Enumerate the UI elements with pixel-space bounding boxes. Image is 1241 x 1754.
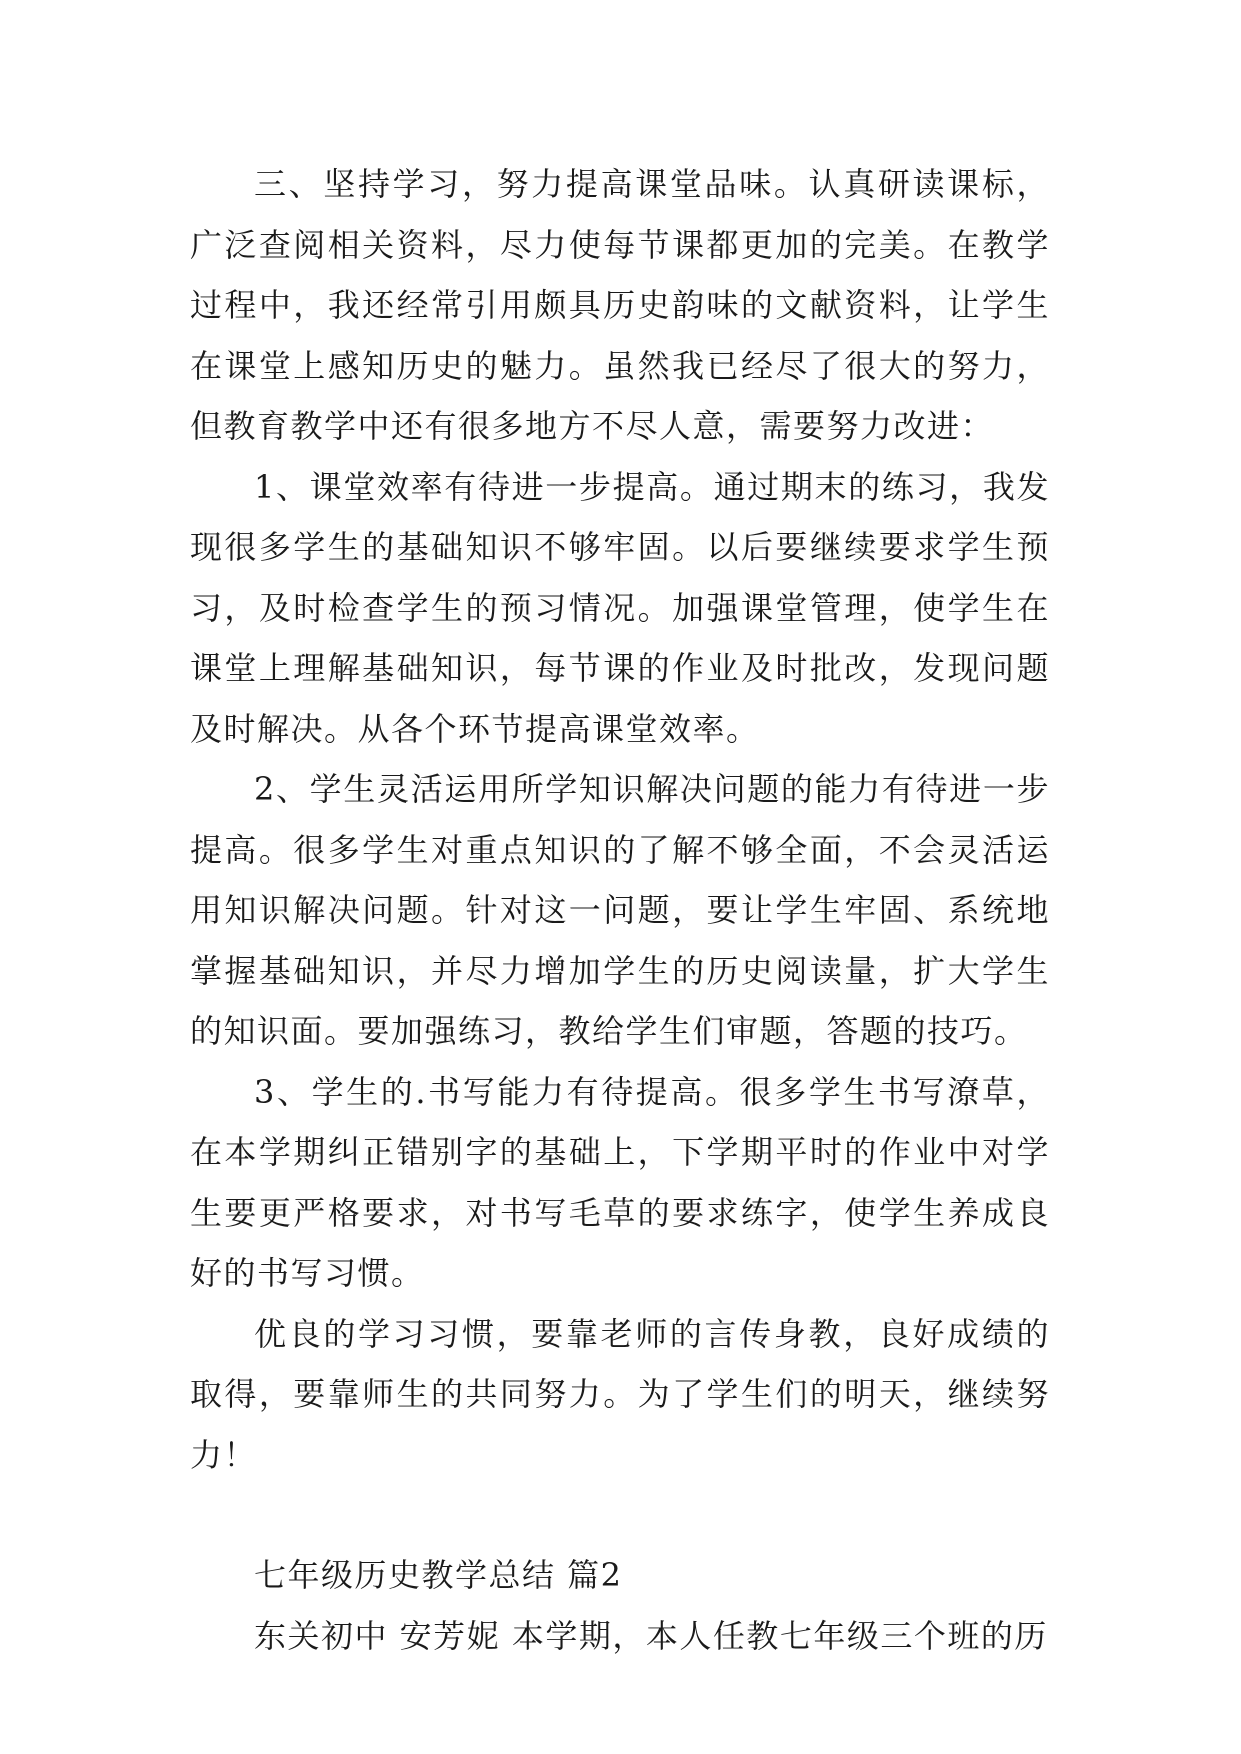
paragraph-next-section-start: 东关初中 安芳妮 本学期，本人任教七年级三个班的历	[254, 1616, 1048, 1655]
section-spacer	[190, 1485, 1050, 1545]
paragraph-classroom-efficiency: 1、课堂效率有待进一步提高。通过期末的练习，我发现很多学生的基础知识不够牢固。以后要继续要求学生预习，及时检查学生的预习情况。加强课堂管理，使学生在课堂上理解基础知识，每节课的作业及时批改，发现问题及时解决。从各个环节提高课堂效率。	[190, 467, 1050, 748]
document-body	[190, 154, 1050, 1666]
section-heading: 七年级历史教学总结 篇2	[254, 1556, 623, 1594]
paragraph-persist-learning: 三、坚持学习，努力提高课堂品味。认真研读课标，广泛查阅相关资料，尽力使每节课都更加的完美。在教学过程中，我还经常引用颇具历史韵味的文献资料，让学生在课堂上感知历史的魅力。虽然我已经尽了很大的努力，但教育教学中还有很多地方不尽人意，需要努力改进：	[190, 165, 1050, 445]
paragraph-conclusion: 优良的学习习惯，要靠老师的言传身教，良好成绩的取得，要靠师生的共同努力。为了学生们的明天，继续努力！	[190, 1314, 1050, 1474]
paragraph-writing-ability: 3、学生的.书写能力有待提高。很多学生书写潦草，在本学期纠正错别字的基础上，下学期平时的作业中对学生要更严格要求，对书写毛草的要求练字，使学生养成良好的书写习惯。	[190, 1072, 1050, 1292]
paragraph-knowledge-application: 2、学生灵活运用所学知识解决问题的能力有待进一步提高。很多学生对重点知识的了解不够全面，不会灵活运用知识解决问题。针对这一问题，要让学生牢固、系统地掌握基础知识，并尽力增加学生的历史阅读量，扩大学生的知识面。要加强练习，教给学生们审题，答题的技巧。	[190, 770, 1050, 1050]
